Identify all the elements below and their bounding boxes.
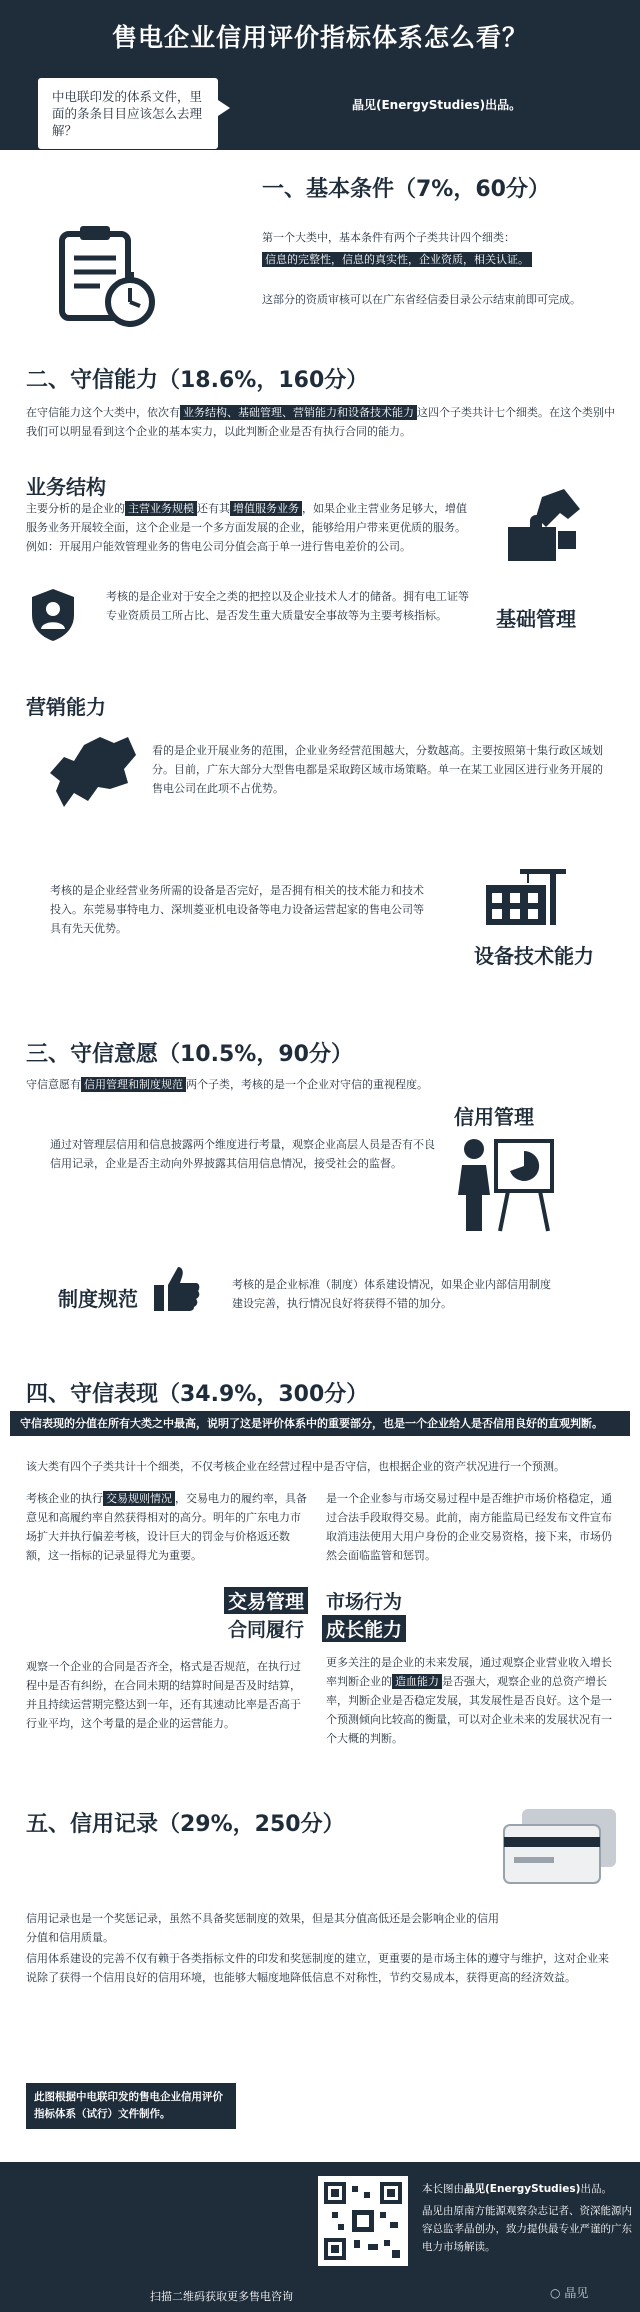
section-4-intro: 该大类有四个子类共计十个细类，不仅考核企业在经营过程中是否守信，也根据企业的资产状况进行一个预测。 (26, 1460, 565, 1473)
section-credit-willingness (0, 1035, 640, 1365)
marketing-capacity-text: 看的是企业开展业务的范围，企业业务经营范围越大，分数越高。主要按照第十集行政区域划分。目前，广东大部分大型售电都是采取跨区域市场策略。单一在某工业园区进行业务开展的售电公司在此项不占优势。 (152, 744, 603, 795)
header-question-bubble: 中电联印发的体系文件，里面的条条目目应该怎么去理解？ (38, 78, 218, 149)
marketing-capacity-title: 营销能力 (26, 695, 106, 719)
section-1-note: 这部分的资质审核可以在广东省经信委目录公示结束前即可完成。 (262, 293, 581, 306)
section-credit-capacity (0, 355, 640, 1035)
highlight-basic-items: 信息的完整性，信息的真实性，企业资质，相关认证。 (262, 252, 532, 267)
section-2-intro (26, 403, 616, 441)
clipboard-stopwatch-icon (48, 220, 163, 335)
trade-text-b: ，交易电力的履约率，具备意见和高履约率自然获得相对的高分。明年的广东电力市场扩大并执行偏差考核，设计巨大的罚金与价格返还数额，这一指标的记录显得尤为重要。 (26, 1492, 307, 1562)
biz-text-b: 还有其 (197, 502, 230, 515)
basic-management-text: 考核的是企业对于安全之类的把控以及企业技术人才的储备。拥有电工证等专业资质员工所占比、是否发生重大质量安全事故等为主要考核指标。 (106, 590, 469, 622)
label-market-behavior: 市场行为 (326, 1591, 403, 1613)
section-credit-record (0, 1793, 640, 2162)
source-note: 此图根据中电联印发的售电企业信用评价指标体系（试行）文件制作。 (26, 2083, 236, 2129)
highlight-credit-rules: 信用管理和制度规范 (81, 1077, 186, 1092)
page-title: 售电企业信用评价指标体系怎么看？ (111, 23, 528, 52)
contract-fulfillment-text: 观察一个企业的合同是否齐全，格式是否规范，在执行过程中是否有纠纷，在合同未期的结算时间是否及时结算，并且持续运营期完整达到一年，还有其速动比率是否高于行业平均，这个考量的是企业的运营能力。 (26, 1660, 301, 1730)
section-5-title: 五、信用记录（29%，250分） (26, 1812, 345, 1837)
section-1-title: 一、基本条件（7%，60分） (262, 177, 550, 202)
shield-person-icon (30, 587, 76, 643)
growth-text-a: 更多关注的是企业的未来发展，通过观察企业营业收入增长率判断企业的 (326, 1656, 612, 1688)
highlight-trade-rules: 交易规则情况 (103, 1491, 175, 1506)
header-credit: 晶见(EnergyStudies)出品。 (352, 98, 522, 112)
system-rules-text: 考核的是企业标准（制度）体系建设情况，如果企业内部信用制度建设完善，执行情况良好将获得不错的加分。 (232, 1278, 551, 1310)
footer (0, 2162, 640, 2312)
factory-crane-icon (480, 865, 570, 927)
section-3-intro (26, 1075, 616, 1094)
section-1-text: 第一个大类中，基本条件有两个子类共计四个细类： (262, 231, 515, 244)
basic-management-title: 基础管理 (496, 607, 576, 631)
business-structure-text (26, 499, 476, 556)
highlight-blood-making: 造血能力 (392, 1674, 442, 1689)
highlight-subclasses: 业务结构、基础管理、营销能力和设备技术能力 (180, 405, 417, 420)
trade-management-text (26, 1489, 311, 1565)
credit-record-p2: 信用体系建设的完善不仅有赖于各类指标文件的印发和奖惩制度的建立，更重要的是市场主体的遵守与维护，这对企业来说除了获得一个信用良好的信用环境，也能够大幅度地降低信息不对称性，节约交易成本，获得更高的经济效益。 (26, 1952, 609, 1984)
credit-management-text: 通过对管理层信用和信息披露两个维度进行考量，观察企业高层人员是否有不良信用记录，企业是否主动向外界披露其信用信息情况，接受社会的监督。 (50, 1138, 435, 1170)
footer-credit (422, 2180, 632, 2198)
footer-credit-c: 出品。 (580, 2183, 612, 2195)
highlight-value-added: 增值服务业务 (230, 501, 302, 516)
credit-cards-icon (500, 1805, 620, 1887)
growth-capacity-text (326, 1653, 616, 1748)
section-1-highlight (262, 250, 532, 269)
section-2-intro-a: 在守信能力这个大类中，依次有 (26, 406, 180, 419)
header-banner (0, 0, 640, 150)
section-3-title: 三、守信意愿（10.5%，90分） (26, 1042, 353, 1067)
section-4-title: 四、守信表现（34.9%，300分） (26, 1382, 369, 1407)
biz-text-c: ，如果企业主营业务足够大，增值服务业务开展较全面，这个企业是一个多方面发展的企业，能够给用户带来更优质的服务。例如：开展用户能效管理业务的售电公司分值会高于单一进行售电差价的公司。 (26, 502, 467, 553)
label-growth-capacity: 成长能力 (322, 1615, 406, 1642)
footer-watermark-text: 晶见 (564, 2286, 589, 2300)
label-trade-management: 交易管理 (224, 1587, 308, 1614)
section-credit-performance (0, 1365, 640, 1793)
section-2-intro-b: 这四个子类共计七个细类。在这个类别中我们可以明显看到这个企业的基本实力，以此判断企业是否有执行合同的能力。 (26, 406, 615, 438)
equipment-title: 设备技术能力 (474, 944, 594, 968)
chat-bubble-icon: ○ (550, 2286, 561, 2300)
footer-credit-brand: 晶见(EnergyStudies) (464, 2183, 581, 2195)
qr-code[interactable] (318, 2176, 408, 2266)
credit-management-title: 信用管理 (454, 1105, 534, 1129)
section-3-intro-b: 两个子类，考核的是一个企业对守信的重视程度。 (186, 1078, 428, 1091)
section-3-intro-a: 守信意愿有 (26, 1078, 81, 1091)
footer-watermark (550, 2284, 588, 2301)
equipment-text: 考核的是企业经营业务所需的设备是否完好，是否拥有相关的技术能力和技术投入。东莞易事特电力、深圳菱亚机电设备等电力设备运营起家的售电公司等具有先天优势。 (50, 884, 424, 935)
section-basic-conditions (0, 150, 640, 355)
biz-text-a: 主要分析的是企业的 (26, 502, 125, 515)
thumbs-up-icon (152, 1263, 202, 1313)
market-behavior-text: 是一个企业参与市场交易过程中是否维护市场价格稳定，通过合法手段取得交易。此前，南方能监局已经发布文件宣布取消违法使用大用户身份的企业交易资格，接下来，市场仍然会面临监管和惩罚。 (326, 1492, 612, 1562)
guangdong-map-icon (44, 727, 140, 813)
section-2-title: 二、守信能力（18.6%，160分） (26, 368, 369, 393)
growth-text-b: 是否强大，观察企业的总资产增长率，判断企业是否稳定发展，其发展性是否良好。这个是一个预测倾向比较高的衡量，可以对企业未来的发展状况有一个大概的判断。 (326, 1675, 612, 1745)
credit-record-p1: 信用记录也是一个奖惩记录，虽然不具备奖惩制度的效果，但是其分值高低还是会影响企业的信用分值和信用质量。 (26, 1912, 499, 1944)
puzzle-hand-icon (498, 487, 584, 567)
footer-scan-hint: 扫描二维码获取更多售电咨询 (150, 2290, 293, 2303)
label-contract-fulfillment: 合同履行 (228, 1619, 305, 1641)
business-structure-title: 业务结构 (26, 475, 106, 499)
footer-description: 晶见由原南方能源观察杂志记者、资深能源内容总监孝晶创办，致力提供最专业严谨的广东电力市场解读。 (422, 2205, 632, 2253)
highlight-main-business: 主营业务规模 (125, 501, 197, 516)
presenter-chart-icon (456, 1131, 556, 1235)
footer-credit-a: 本长图由 (422, 2183, 464, 2195)
trade-text-a: 考核企业的执行 (26, 1492, 103, 1505)
section-4-banner: 守信表现的分值在所有大类之中最高，说明了这是评价体系中的重要部分，也是一个企业给人是否信用良好的直观判断。 (10, 1411, 630, 1436)
system-rules-title: 制度规范 (58, 1287, 138, 1311)
